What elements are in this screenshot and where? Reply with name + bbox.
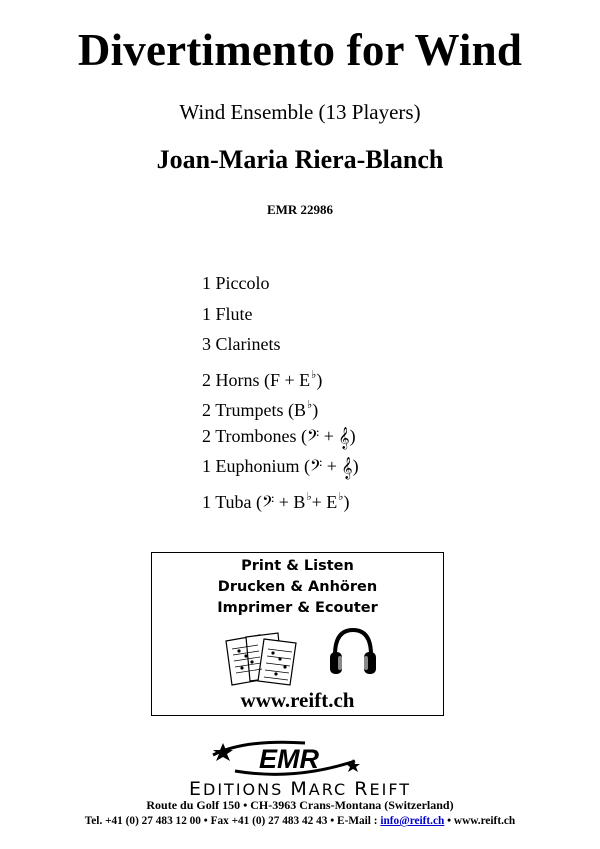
instrumentation-list (202, 270, 359, 514)
headphones-icon (328, 625, 378, 679)
score-title: Divertimento for Wind (77, 25, 523, 75)
treble-clef-icon: 𝄞 (341, 457, 353, 479)
catalog-number: EMR 22986 (266, 202, 334, 217)
bass-clef-icon: 𝄢 (262, 492, 275, 515)
sheet-music-icon (224, 631, 300, 687)
instrument-item: 2 Trombones (𝄢 + 𝄞) (202, 425, 356, 449)
print-listen-fr: Imprimer & Ecouter (217, 600, 378, 616)
flat-sign-icon: ♭ (338, 490, 344, 503)
composer-name: Joan-Maria Riera-Blanch (156, 145, 444, 174)
publisher-name: EDITIONS MARC REIFT (188, 778, 412, 800)
print-listen-box (151, 552, 444, 716)
instrument-item: 2 Horns (F + E♭) (202, 368, 323, 390)
logo-text: EMR (259, 744, 319, 774)
treble-clef-icon: 𝄞 (338, 426, 350, 449)
website-url: www.reift.ch (240, 688, 355, 712)
instrument-item: 2 Trumpets (B♭) (202, 399, 319, 420)
instrument-item: 1 Euphonium (𝄢 + 𝄞) (202, 456, 359, 479)
instrument-item: 1 Piccolo (202, 273, 270, 293)
print-listen-en: Print & Listen (241, 558, 354, 574)
email-link[interactable]: info@reift.ch (380, 815, 445, 827)
flat-sign-icon: ♭ (311, 368, 317, 381)
publisher-contact: Tel. +41 (0) 27 483 12 00 • Fax +41 (0) 27 483 42 43 • E-Mail : info@reift.ch • www.reift.ch (84, 815, 516, 827)
print-listen-de: Drucken & Anhören (217, 579, 378, 595)
bass-clef-icon: 𝄢 (310, 457, 323, 479)
ensemble-subtitle: Wind Ensemble (13 Players) (179, 100, 421, 124)
instrument-item: 3 Clarinets (202, 334, 281, 354)
bass-clef-icon: 𝄢 (307, 426, 320, 449)
instrument-item: 1 Flute (202, 303, 253, 324)
flat-sign-icon: ♭ (307, 399, 313, 411)
emr-logo (205, 737, 365, 777)
instrument-item: 1 Tuba (𝄢 + B♭+ E♭) (202, 490, 350, 515)
flat-sign-icon: ♭ (306, 490, 312, 503)
publisher-address: Route du Golf 150 • CH-3963 Crans-Montana (Switzerland) (146, 798, 454, 812)
